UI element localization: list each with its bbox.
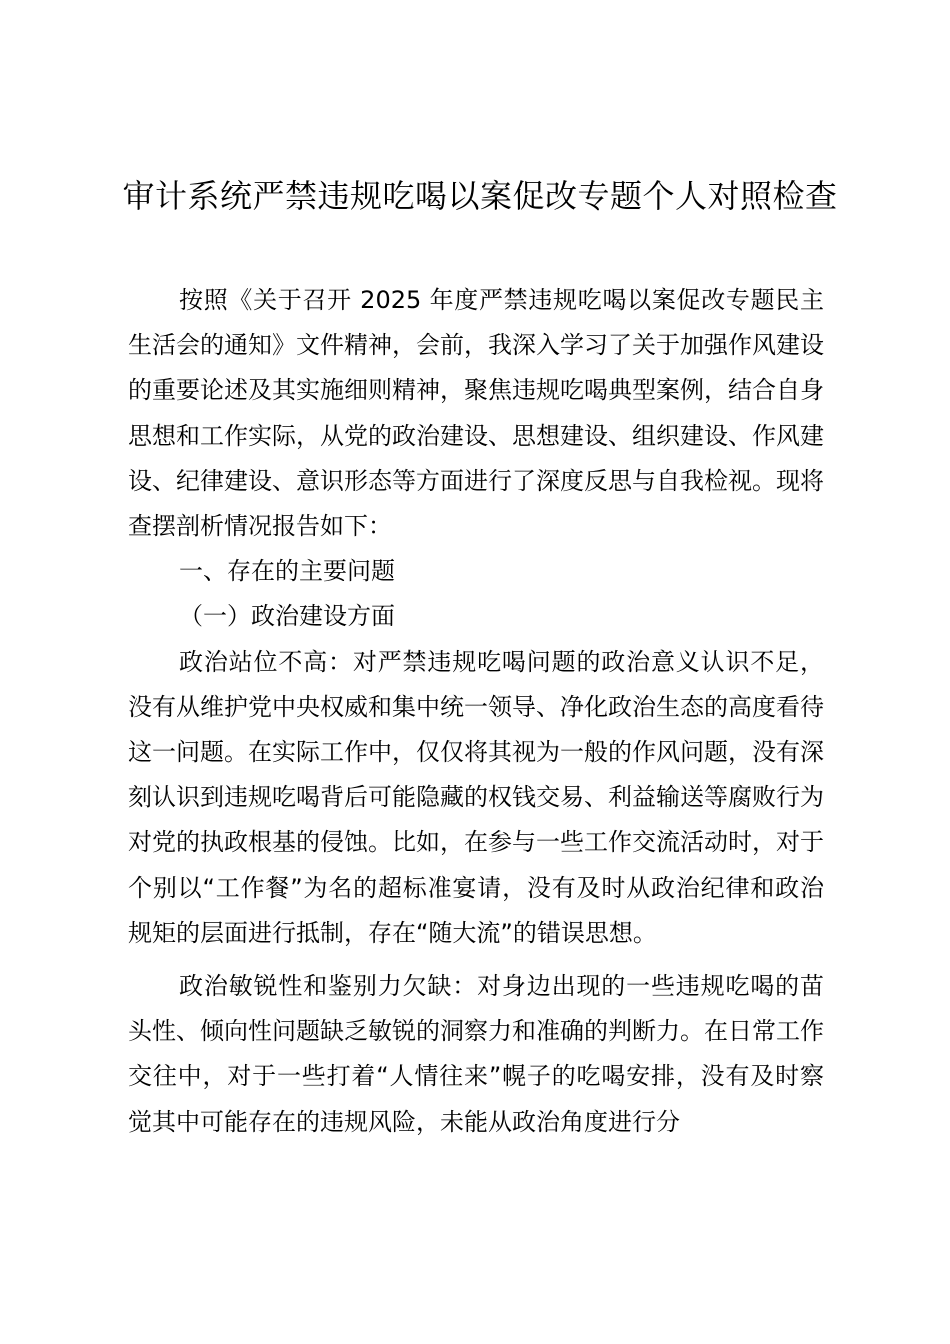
intro-paragraph: 按照《关于召开 2025 年度严禁违规吃喝以案促改专题民主生活会的通知》文件精神，会前，我深入学习了关于加强作风建设的重要论述及其实施细则精神，聚焦违规吃喝典型案例，结合自身思想和工作实际，从党的政治建设、思想建设、组织建设、作风建设、纪律建设、意识形态等方面进行了深度反思与自我检视。现将查摆剖析情况报告如下： [128, 286, 824, 541]
document-body [128, 278, 824, 1145]
subsection-heading: （一）政治建设方面 [179, 602, 395, 631]
document-title: 审计系统严禁违规吃喝以案促改专题个人对照检查 [122, 177, 838, 215]
body-paragraph: 政治敏锐性和鉴别力欠缺：对身边出现的一些违规吃喝的苗头性、倾向性问题缺乏敏锐的洞察力和准确的判断力。在日常工作交往中，对于一些打着“人情往来”幌子的吃喝安排，没有及时察觉其中可能存在的违规风险，未能从政治角度进行分 [128, 972, 824, 1136]
body-paragraph: 政治站位不高：对严禁违规吃喝问题的政治意义认识不足，没有从维护党中央权威和集中统一领导、净化政治生态的高度看待这一问题。在实际工作中，仅仅将其视为一般的作风问题，没有深刻认识到违规吃喝背后可能隐藏的权钱交易、利益输送等腐败行为对党的执政根基的侵蚀。比如，在参与一些工作交流活动时，对于个别以“工作餐”为名的超标准宴请，没有及时从政治纪律和政治规矩的层面进行抵制，存在“随大流”的错误思想。 [128, 647, 824, 947]
section-heading: 一、存在的主要问题 [179, 557, 395, 586]
